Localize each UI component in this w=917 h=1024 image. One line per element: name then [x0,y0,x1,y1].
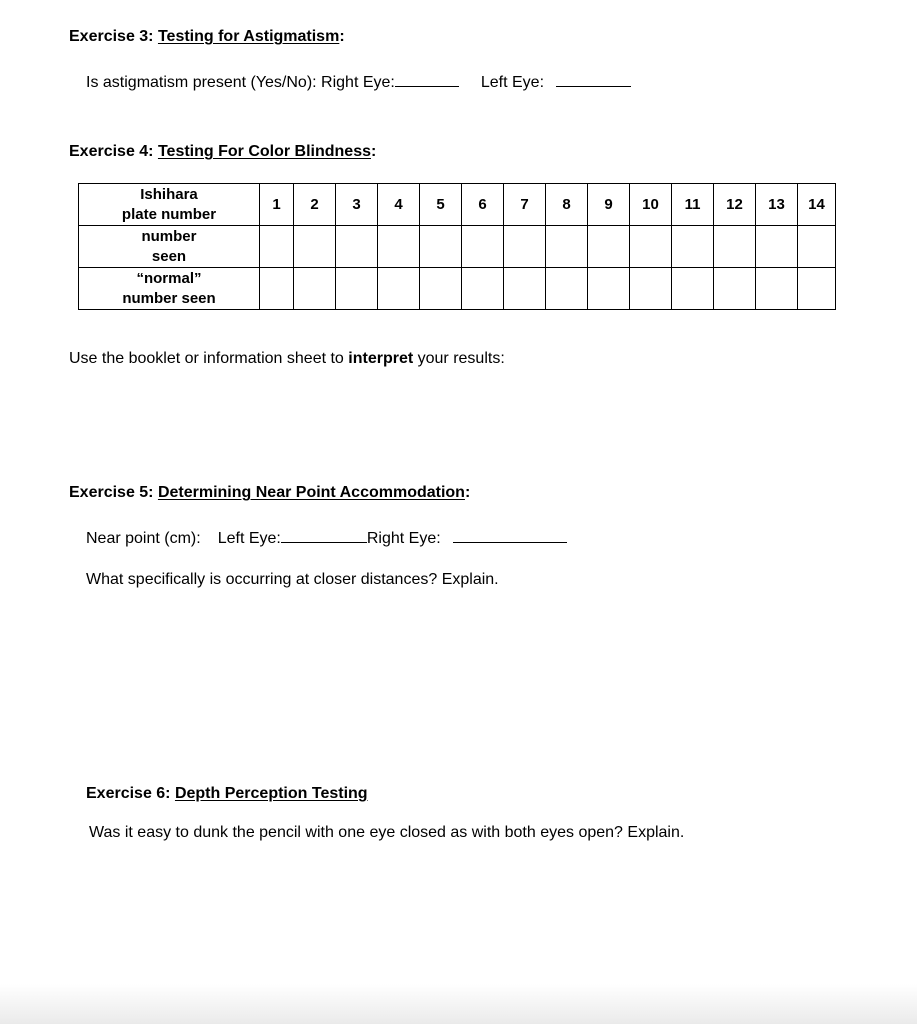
exercise-6-label: Exercise 6: [86,785,175,802]
normal-number-cell[interactable] [546,268,588,310]
plate-number-cell: 7 [504,184,546,226]
number-seen-cell[interactable] [756,226,798,268]
row-header-plate-number [79,184,260,226]
plate-number-cell: 14 [798,184,836,226]
row-header-line: number seen [122,289,216,307]
exercise-6-title: Depth Perception Testing [174,785,368,802]
normal-number-cell[interactable] [588,268,630,310]
plate-number-cell: 9 [588,184,630,226]
number-seen-cell[interactable] [504,226,546,268]
normal-number-cell[interactable] [336,268,378,310]
plate-number-cell: 12 [714,184,756,226]
plate-number-cell: 5 [420,184,462,226]
normal-number-cell[interactable] [420,268,462,310]
exercise-5-heading [69,484,470,502]
right-eye-astigmatism-blank[interactable] [395,72,459,87]
row-header-line: “normal” [136,269,202,287]
number-seen-cell[interactable] [378,226,420,268]
exercise-3-title: Testing for Astigmatism [157,28,340,45]
ishihara-table [78,183,836,310]
normal-number-cell[interactable] [378,268,420,310]
plate-number-cell: 1 [260,184,294,226]
interpret-instruction [69,350,505,368]
plate-number-cell: 4 [378,184,420,226]
row-header-line: number [141,227,197,245]
normal-number-cell[interactable] [504,268,546,310]
exercise-3-label: Exercise 3: [69,28,158,45]
plate-number-cell: 8 [546,184,588,226]
number-seen-cell[interactable] [630,226,672,268]
row-header-line: Ishihara [140,185,198,203]
normal-number-row [79,268,836,310]
normal-number-cell[interactable] [462,268,504,310]
astigmatism-question-line [86,72,631,92]
normal-number-cell[interactable] [714,268,756,310]
near-point-right-eye-label: Right Eye: [366,530,441,547]
plate-number-cell: 6 [462,184,504,226]
exercise-5-colon: : [464,484,471,501]
row-header-normal-number-seen [79,268,260,310]
plate-number-cell: 11 [672,184,714,226]
number-seen-cell[interactable] [546,226,588,268]
exercise-5-title: Determining Near Point Accommodation [157,484,465,501]
exercise-3-colon: : [339,28,345,45]
near-point-right-eye-blank[interactable] [453,528,567,543]
exercise-4-label: Exercise 4: [69,143,158,160]
plate-number-cell: 3 [336,184,378,226]
interpret-suffix: your results: [413,350,505,367]
closer-distance-question: What specifically is occurring at closer distances? Explain. [86,571,499,588]
page-bottom-shadow [0,984,917,1024]
exercise-4-title: Testing For Color Blindness [157,143,371,160]
near-point-label: Near point (cm): [86,530,201,547]
plate-number-cell: 13 [756,184,798,226]
normal-number-cell[interactable] [798,268,836,310]
exercise-6-heading [86,785,368,803]
depth-perception-question: Was it easy to dunk the pencil with one eye closed as with both eyes open? Explain. [89,824,685,841]
number-seen-cell[interactable] [294,226,336,268]
exercise-4-heading [69,143,376,161]
left-eye-label: Left Eye: [480,74,545,91]
number-seen-cell[interactable] [798,226,836,268]
number-seen-cell[interactable] [260,226,294,268]
exercise-5-label: Exercise 5: [69,484,158,501]
normal-number-cell[interactable] [294,268,336,310]
normal-number-cell[interactable] [756,268,798,310]
near-point-left-eye-blank[interactable] [281,528,367,543]
row-header-line: seen [151,247,187,265]
normal-number-cell[interactable] [260,268,294,310]
number-seen-cell[interactable] [336,226,378,268]
plate-number-cell: 10 [630,184,672,226]
near-point-line [86,528,567,548]
astigmatism-question: Is astigmatism present (Yes/No): Right Eye: [86,74,395,91]
normal-number-cell[interactable] [630,268,672,310]
exercise-3-heading [69,28,345,46]
number-seen-cell[interactable] [714,226,756,268]
row-header-line: plate number [121,205,217,223]
exercise-4-colon: : [371,143,377,160]
number-seen-cell[interactable] [420,226,462,268]
plate-number-cell: 2 [294,184,336,226]
number-seen-cell[interactable] [588,226,630,268]
number-seen-cell[interactable] [462,226,504,268]
normal-number-cell[interactable] [672,268,714,310]
plate-number-row [79,184,836,226]
interpret-bold: interpret [348,350,414,367]
row-header-number-seen [79,226,260,268]
interpret-prefix: Use the booklet or information sheet to [69,350,349,367]
number-seen-row [79,226,836,268]
left-eye-astigmatism-blank[interactable] [556,72,631,87]
near-point-left-eye-label: Left Eye: [217,530,281,547]
number-seen-cell[interactable] [672,226,714,268]
